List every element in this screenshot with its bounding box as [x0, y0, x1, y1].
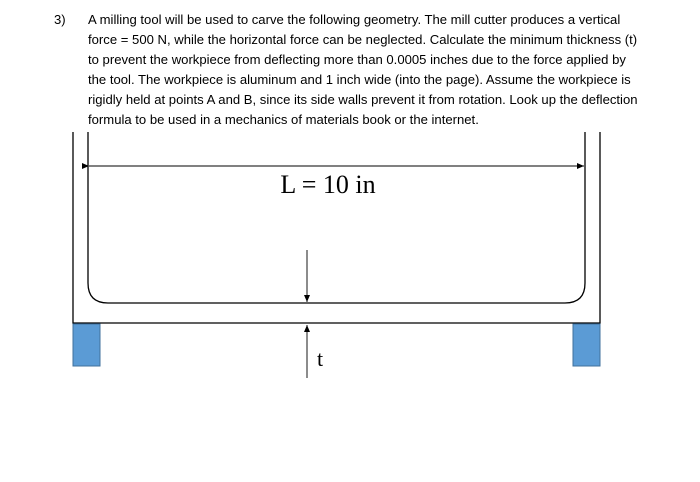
problem-line: force = 500 N, while the horizontal force can be neglected. Calculate the minimum thickness (t): [88, 32, 638, 47]
length-label: L = 10 in: [280, 170, 376, 199]
problem-line: to prevent the workpiece from deflecting more than 0.0005 inches due to the force applied by: [88, 52, 626, 67]
thickness-label: t: [316, 346, 324, 371]
workpiece-outline: [73, 132, 600, 323]
problem-line: rigidly held at points A and B, since its side walls prevent it from rotation. Look up the deflection: [88, 92, 638, 107]
pocket-outline: [88, 132, 585, 303]
problem-line: the tool. The workpiece is aluminum and 1 inch wide (into the page). Assume the workpiece is: [88, 72, 631, 87]
support-b: [573, 324, 600, 366]
problem-number: 3): [54, 12, 66, 27]
problem-line: A milling tool will be used to carve the following geometry. The mill cutter produces a vertical: [88, 12, 621, 27]
problem-line: formula to be used in a mechanics of materials book or the internet.: [88, 112, 479, 127]
support-a: [73, 324, 100, 366]
